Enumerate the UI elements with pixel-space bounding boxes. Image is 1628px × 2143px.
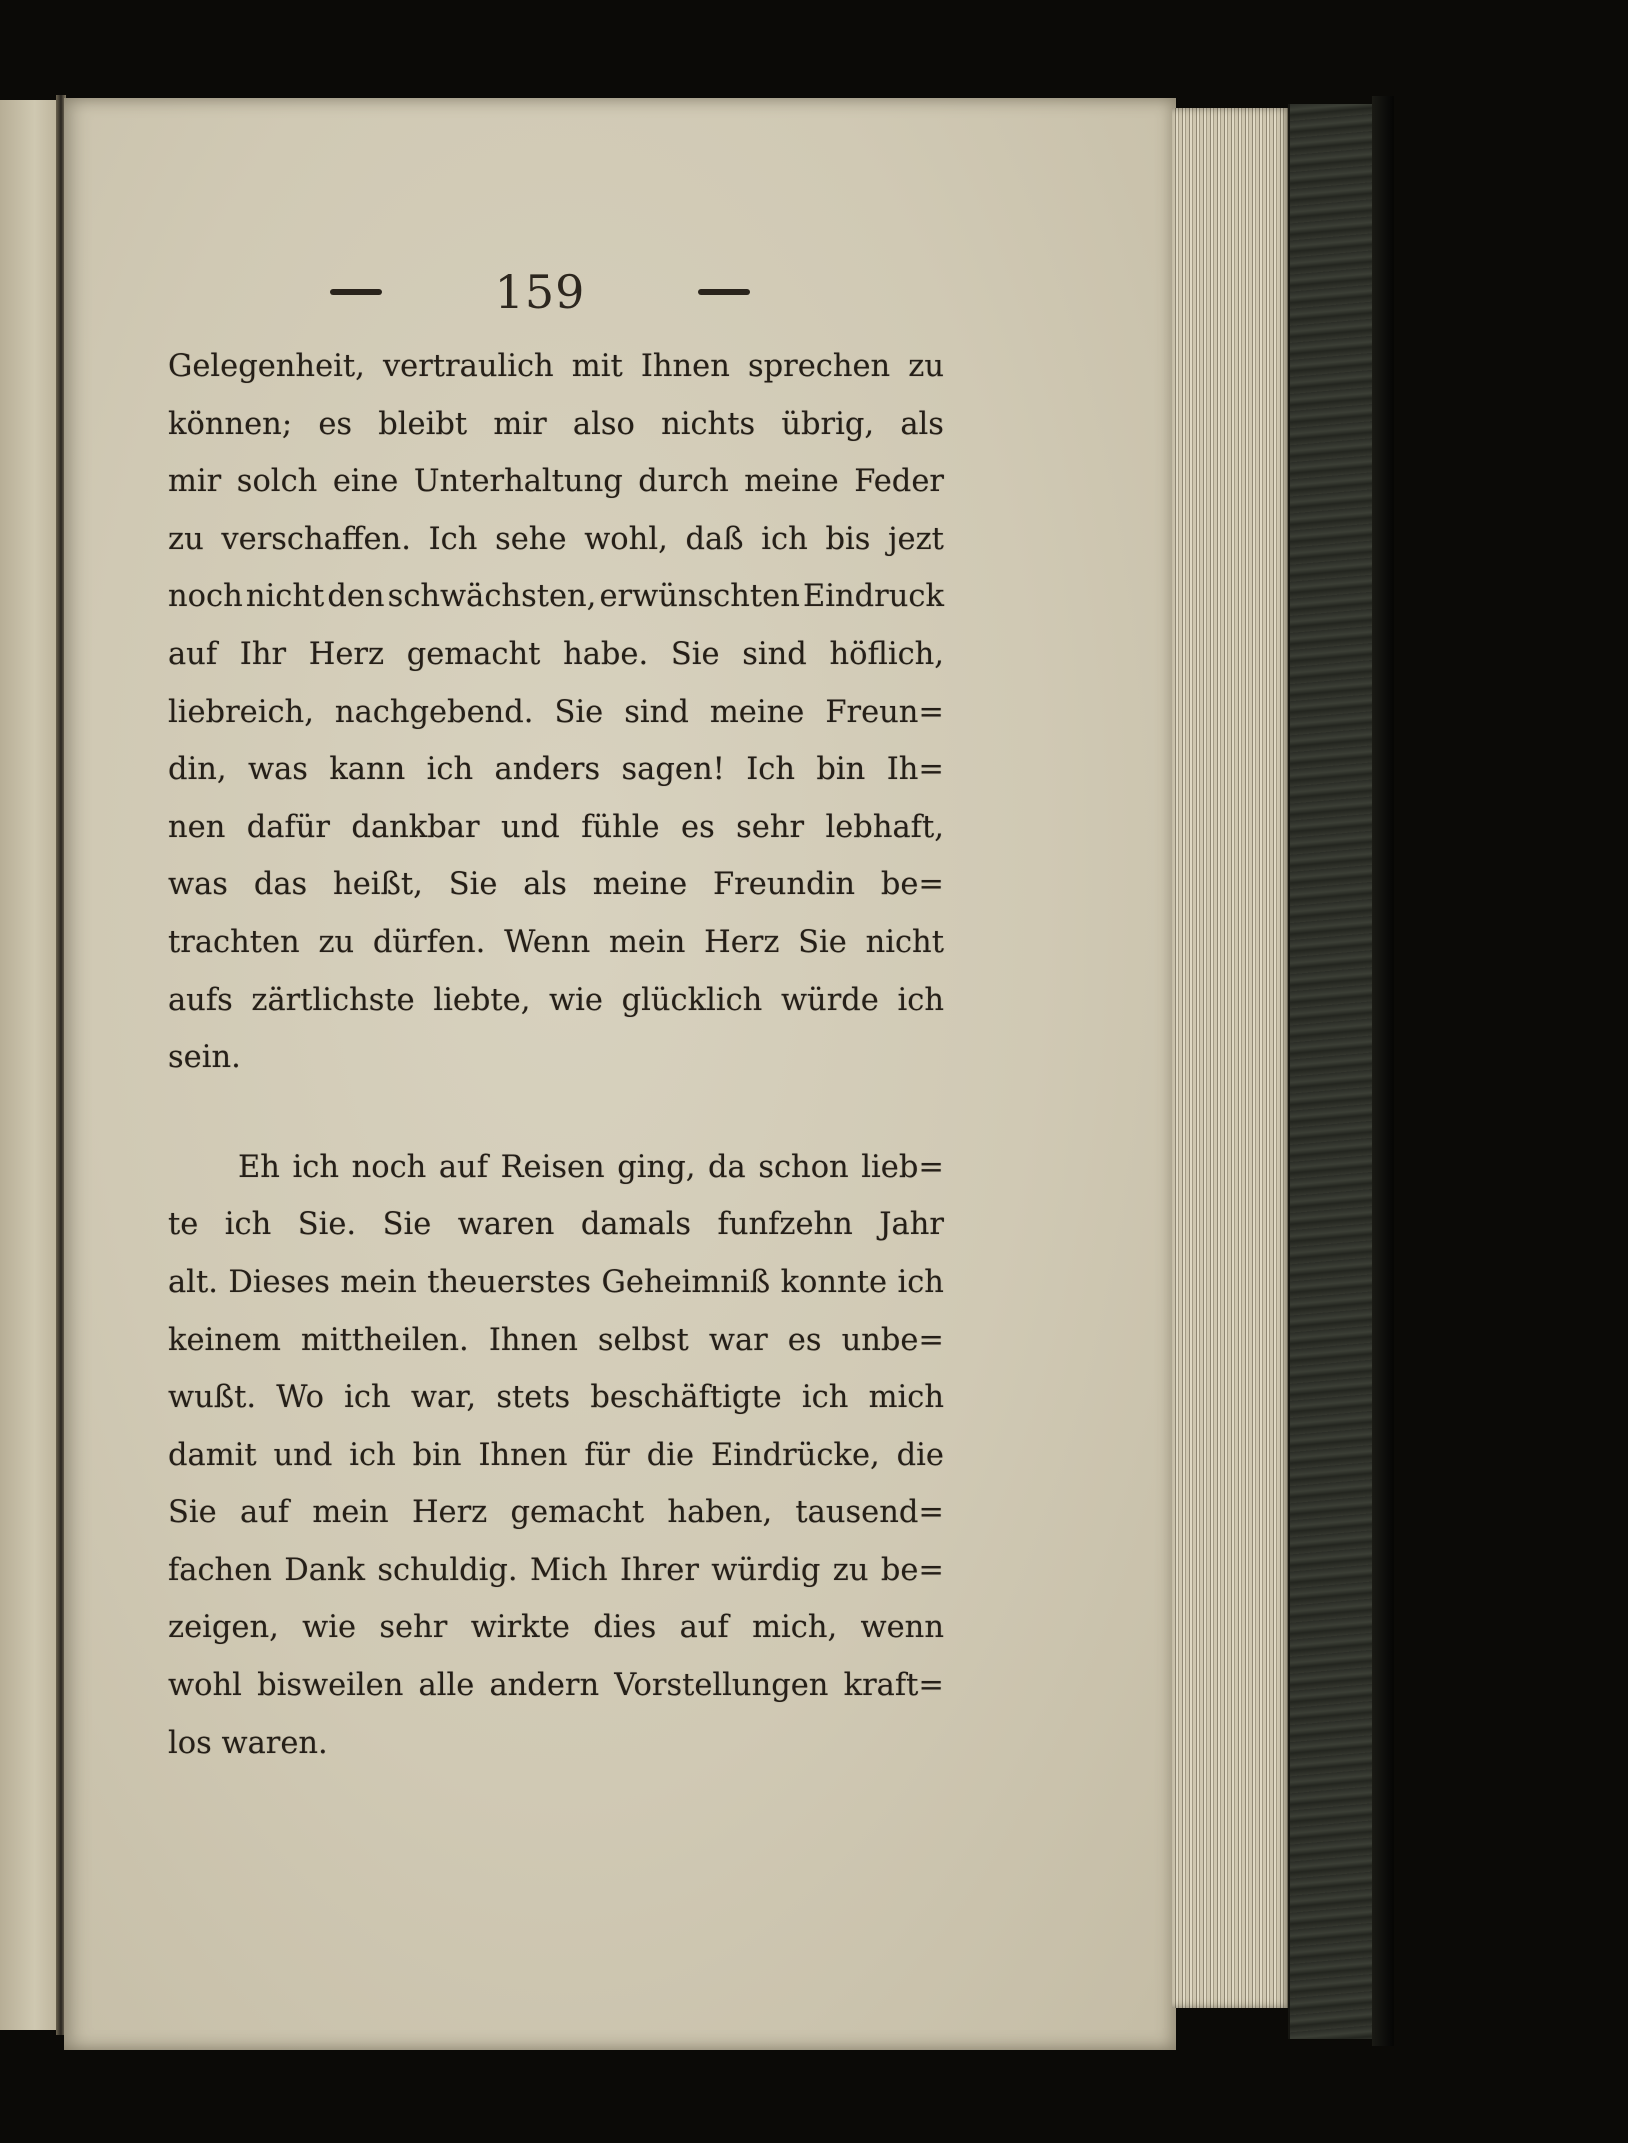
word: war, <box>410 1380 477 1416</box>
word: Freun= <box>825 694 944 730</box>
text-line <box>168 1369 944 1427</box>
word: Eindruck <box>802 579 944 615</box>
word: mit <box>571 349 623 384</box>
word: sagen! <box>621 752 725 788</box>
cover-shadow <box>1372 96 1394 2046</box>
word: nicht <box>865 924 944 960</box>
body-text <box>168 338 944 1772</box>
paragraph-gap <box>168 1087 944 1139</box>
word: auf <box>438 1149 488 1185</box>
word: auf <box>679 1610 729 1646</box>
word: Geheimniß <box>601 1264 771 1300</box>
word: ging, <box>617 1149 696 1185</box>
word: verschaffen. <box>221 521 411 557</box>
word: ich <box>761 521 808 557</box>
paragraph-1 <box>168 338 944 1087</box>
header-dash-right <box>698 289 750 295</box>
word: sprechen <box>747 349 891 384</box>
word: keinem <box>168 1322 281 1358</box>
word: würde <box>780 982 879 1018</box>
word: sehe <box>495 521 567 557</box>
text-line <box>168 1196 944 1254</box>
word: erwünschten <box>599 579 800 615</box>
word: Unterhaltung <box>413 464 623 500</box>
word: Eh <box>238 1149 280 1185</box>
word: be= <box>880 867 944 903</box>
word: dürfen. <box>372 924 486 960</box>
word: dies <box>593 1610 657 1646</box>
text-line <box>168 338 944 396</box>
word: nicht <box>245 579 325 615</box>
word: Ich <box>428 521 478 557</box>
text-line <box>168 741 944 799</box>
word: Ihnen <box>478 1437 568 1473</box>
word: zu <box>908 349 944 384</box>
word: wirkte <box>470 1610 570 1646</box>
word: zu <box>318 924 355 960</box>
text-line <box>168 1657 944 1715</box>
word: aufs <box>168 982 233 1018</box>
word: durch <box>638 464 729 500</box>
header-dash-left <box>330 289 382 295</box>
word: ich <box>897 1264 944 1300</box>
word: nen <box>168 809 226 845</box>
word: eine <box>332 464 399 500</box>
word: wie <box>302 1610 357 1646</box>
word: Reisen <box>500 1149 605 1185</box>
word: Ich <box>746 752 795 788</box>
word: Sie <box>448 867 498 903</box>
word: waren <box>457 1207 555 1243</box>
word: mich, <box>752 1610 838 1646</box>
text-line <box>168 1599 944 1657</box>
word: stets <box>496 1380 571 1416</box>
word: zeigen, <box>168 1610 279 1646</box>
text-line <box>168 684 944 742</box>
word: Jahr <box>879 1207 944 1243</box>
word: bin <box>412 1437 462 1473</box>
word: es <box>787 1322 822 1358</box>
text-line <box>168 1254 944 1312</box>
facing-page-edge <box>0 100 58 2030</box>
word: dankbar <box>351 809 480 845</box>
word: Sie <box>798 924 847 960</box>
word: Wenn <box>504 924 591 960</box>
word: Ih= <box>886 752 944 788</box>
text-line <box>168 856 944 914</box>
text-line <box>168 1542 944 1600</box>
word: Sie <box>382 1207 432 1243</box>
word: Herz <box>704 924 780 960</box>
word: und <box>500 809 560 845</box>
word: gemacht <box>406 636 541 672</box>
word: fachen <box>168 1552 272 1588</box>
word: Dank <box>284 1552 365 1588</box>
word: selbst <box>597 1322 689 1358</box>
word: schuldig. <box>377 1552 518 1588</box>
word: den <box>327 579 385 615</box>
word: ich <box>344 1380 391 1416</box>
word: Ihnen <box>488 1322 578 1358</box>
word: Feder <box>854 464 944 500</box>
word: schon <box>758 1149 849 1185</box>
word: kann <box>329 752 406 788</box>
word: haben, <box>667 1495 773 1531</box>
word: vertraulich <box>382 349 554 384</box>
word: heißt, <box>333 867 423 903</box>
word: Sie. <box>297 1207 357 1243</box>
word: nachgebend. <box>334 694 534 730</box>
word: bis <box>825 521 871 557</box>
text-line <box>168 914 944 972</box>
word: sehr <box>736 809 805 845</box>
page-edges <box>1172 108 1290 2008</box>
word: alle <box>418 1668 475 1704</box>
word: bleibt <box>378 406 468 442</box>
text-line <box>168 972 944 1030</box>
word: auf <box>239 1495 290 1531</box>
word: ich <box>349 1437 396 1473</box>
word: Wo <box>276 1380 324 1416</box>
word: für <box>584 1437 630 1473</box>
text-line <box>168 1427 944 1485</box>
word: noch <box>168 579 243 615</box>
word: was <box>248 752 308 788</box>
text-line: sein. <box>168 1040 241 1076</box>
word: und <box>273 1437 333 1473</box>
word: schwächsten, <box>387 579 597 615</box>
word: te <box>168 1207 199 1243</box>
word: zu <box>832 1552 869 1588</box>
word: also <box>572 406 635 442</box>
word: ich <box>897 982 944 1018</box>
word: theuerstes <box>427 1264 592 1300</box>
word: können; <box>168 406 293 442</box>
word: fühle <box>581 809 660 845</box>
word: unbe= <box>841 1322 944 1358</box>
word: lebhaft, <box>825 809 944 845</box>
word: die <box>646 1437 695 1473</box>
word: Vorstellungen <box>614 1668 829 1704</box>
text-line <box>168 1484 944 1542</box>
word: daß <box>685 521 744 557</box>
word: zu <box>168 521 204 557</box>
word: als <box>900 406 944 442</box>
word: mein <box>609 924 686 960</box>
word: Sie <box>554 694 604 730</box>
word: Sie <box>670 636 720 672</box>
word: habe. <box>563 636 649 672</box>
word: Ihrer <box>620 1552 699 1588</box>
word: sind <box>742 636 807 672</box>
word: was <box>168 867 228 903</box>
word: Mich <box>529 1552 608 1588</box>
word: konnte <box>780 1264 887 1300</box>
text-line <box>168 1312 944 1370</box>
word: höflich, <box>829 636 944 672</box>
word: war <box>708 1322 768 1358</box>
text-line <box>168 453 944 511</box>
paragraph-2 <box>168 1139 944 1773</box>
word: ich <box>292 1149 339 1185</box>
text-line <box>168 568 944 626</box>
word: jezt <box>888 521 944 557</box>
word: Gelegenheit, <box>168 349 365 384</box>
word: Herz <box>308 636 385 672</box>
word: beschäftigte <box>590 1380 782 1416</box>
word: mein <box>312 1495 389 1531</box>
word: ich <box>801 1380 849 1416</box>
text-line <box>168 1139 944 1197</box>
word: wohl, <box>584 521 668 557</box>
word: solch <box>236 464 318 500</box>
text-line <box>168 511 944 569</box>
word: meine <box>709 694 805 730</box>
word: mich <box>868 1380 944 1416</box>
text-line: los waren. <box>168 1725 328 1761</box>
word: din, <box>168 752 227 788</box>
word: sehr <box>379 1610 448 1646</box>
word: mir <box>168 464 222 500</box>
text-line <box>168 799 944 857</box>
text-line <box>168 626 944 684</box>
word: bisweilen <box>257 1668 404 1704</box>
word: Ihnen <box>640 349 730 384</box>
word: würdig <box>711 1552 821 1588</box>
text-line <box>168 396 944 454</box>
word: dafür <box>246 809 330 845</box>
word: damit <box>168 1437 257 1473</box>
word: glücklich <box>621 982 763 1018</box>
word: die <box>896 1437 944 1473</box>
word: wie <box>549 982 603 1018</box>
word: liebreich, <box>168 694 314 730</box>
page-number: 159 <box>494 265 586 319</box>
word: nichts <box>661 406 756 442</box>
word: andern <box>489 1668 600 1704</box>
word: kraft= <box>843 1668 944 1704</box>
word: tausend= <box>795 1495 944 1531</box>
word: sind <box>624 694 689 730</box>
word: meine <box>744 464 839 500</box>
word: ich <box>426 752 474 788</box>
word: mein <box>340 1264 417 1300</box>
word: funfzehn <box>717 1207 853 1243</box>
word: es <box>318 406 353 442</box>
word: das <box>253 867 308 903</box>
word: anders <box>494 752 601 788</box>
word: wenn <box>860 1610 944 1646</box>
word: da <box>708 1149 746 1185</box>
word: als <box>523 867 567 903</box>
word: noch <box>351 1149 427 1185</box>
word: auf <box>168 636 218 672</box>
word: ich <box>224 1207 272 1243</box>
word: meine <box>592 867 688 903</box>
word: mir <box>493 406 547 442</box>
word: Ihr <box>239 636 287 672</box>
word: wohl <box>168 1668 242 1704</box>
word: trachten <box>168 924 300 960</box>
word: bin <box>816 752 866 788</box>
word: mittheilen. <box>300 1322 469 1358</box>
word: Eindrücke, <box>711 1437 880 1473</box>
word: gemacht <box>510 1495 645 1531</box>
page-header <box>330 262 750 322</box>
word: zärtlichste <box>251 982 415 1018</box>
word: übrig, <box>781 406 875 442</box>
word: wußt. <box>168 1380 257 1416</box>
word: es <box>681 809 715 845</box>
word: Freundin <box>712 867 855 903</box>
book-cover-edge <box>1288 104 1378 2039</box>
word: Herz <box>411 1495 488 1531</box>
word: alt. <box>168 1264 218 1300</box>
word: lieb= <box>861 1149 944 1185</box>
word: damals <box>580 1207 692 1243</box>
word: Dieses <box>228 1264 330 1300</box>
word: Sie <box>168 1495 217 1531</box>
word: liebte, <box>433 982 531 1018</box>
word: be= <box>880 1552 944 1588</box>
